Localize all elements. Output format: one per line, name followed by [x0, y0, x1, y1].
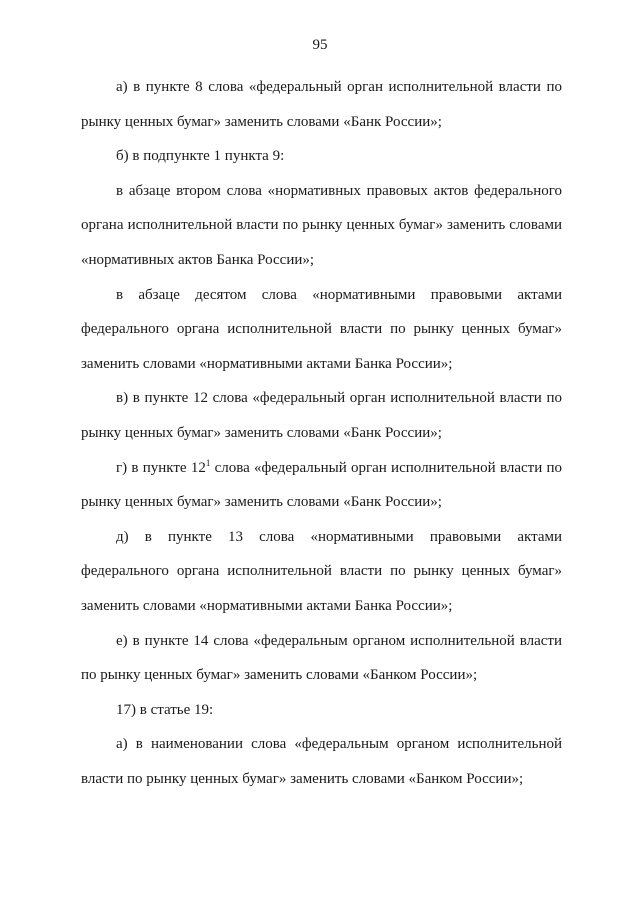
paragraph-17-article-19: 17) в статье 19:	[116, 701, 214, 718]
paragraph-v-item-12: в) в пункте 12 слова «федеральный орган исполнительной власти по рынку ценных бумаг» заменить словами «Банк России»;	[81, 390, 562, 441]
paragraph-e-item-14: е) в пункте 14 слова «федеральным органом исполнительной власти по рынку ценных бумаг» заменить словами «Банком России»;	[81, 632, 562, 684]
paragraph-g-text-before: г) в пункте 12	[116, 459, 206, 476]
paragraph-b-item-9: б) в подпункте 1 пункта 9:	[116, 148, 285, 165]
document-body	[81, 70, 562, 796]
page-number: 95	[312, 37, 328, 53]
paragraph-tenth-abzats: в абзаце десятом слова «нормативными правовыми актами федерального органа исполнительной власти по рынку ценных бумаг» заменить словами «нормативными актами Банка России»;	[81, 286, 562, 372]
paragraph-g-text-after: слова «федеральный орган исполнительной власти по рынку ценных бумаг» заменить словами «Банк России»;	[81, 459, 562, 511]
paragraph-d-item-13: д) в пункте 13 слова «нормативными правовыми актами федерального органа исполнительной власти по рынку ценных бумаг» заменить словами «нормативными актами Банка России»;	[81, 528, 562, 614]
paragraph-a-item-8: а) в пункте 8 слова «федеральный орган исполнительной власти по рынку ценных бумаг» заменить словами «Банк России»;	[81, 79, 562, 130]
paragraph-second-abzats: в абзаце втором слова «нормативных правовых актов федерального органа исполнительной власти по рынку ценных бумаг» заменить словами «нормативных актов Банка России»;	[81, 182, 562, 268]
paragraph-g-item-12-1	[81, 451, 562, 520]
paragraph-a-title: а) в наименовании слова «федеральным органом исполнительной власти по рынку ценных бумаг» заменить словами «Банком России»;	[81, 736, 562, 787]
paragraph-g-superscript: 1	[205, 457, 211, 468]
